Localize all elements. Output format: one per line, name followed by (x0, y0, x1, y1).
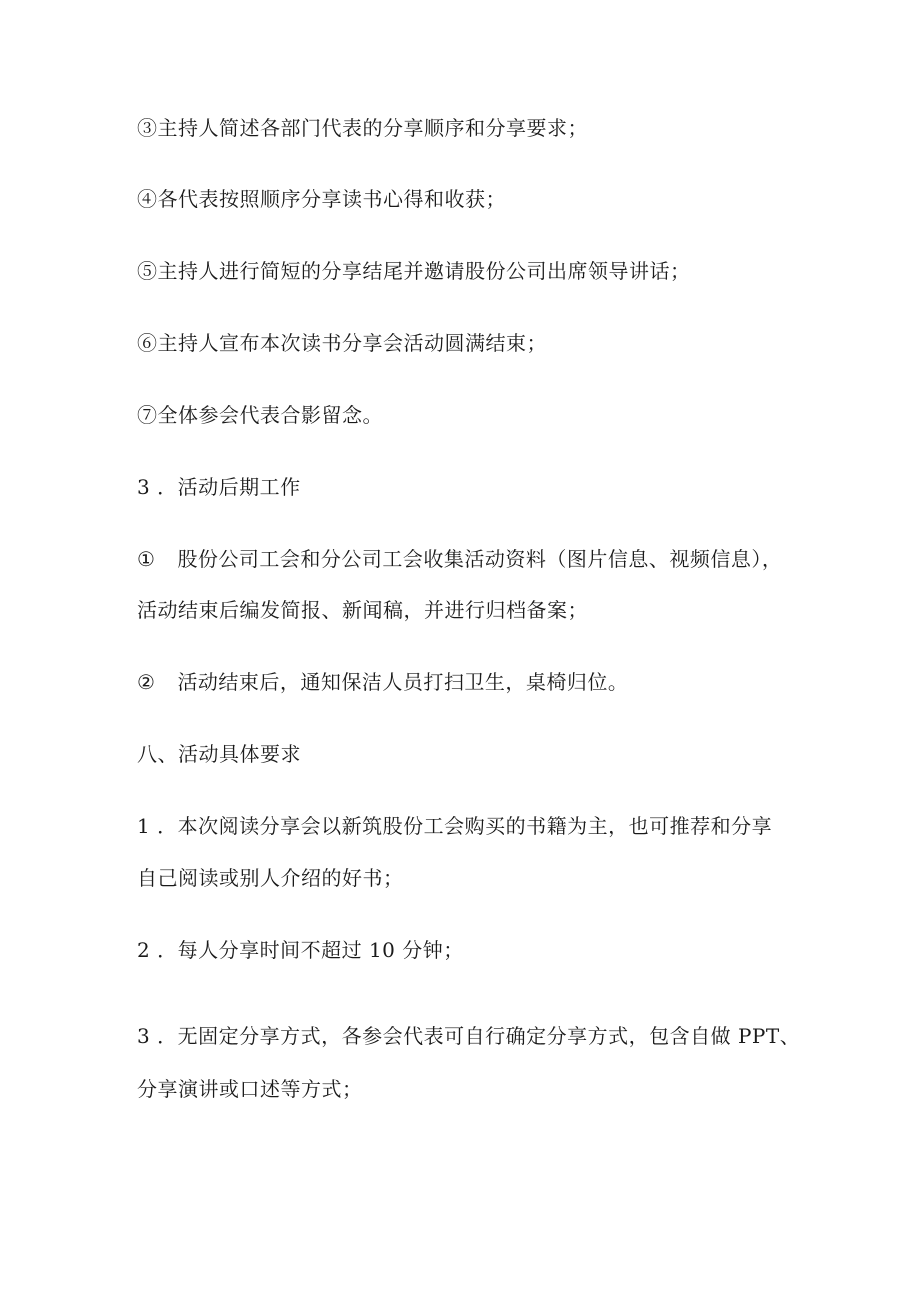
post-item-2 (137, 670, 628, 694)
post-item-1 (137, 547, 782, 571)
step-7-text: ⑦全体参会代表合影留念。 (137, 403, 383, 427)
step-6-text: ⑥主持人宣布本次读书分享会活动圆满结束； (137, 331, 547, 355)
requirement-3: 3 ．无固定分享方式，各参会代表可自行确定分享方式，包含自做 PPT、 (137, 1024, 801, 1048)
post-item-1-marker: ① (137, 547, 156, 571)
post-item-2-text: 活动结束后，通知保洁人员打扫卫生，桌椅归位。 (177, 670, 629, 694)
post-item-2-marker: ② (137, 670, 156, 694)
requirement-3-continuation: 分享演讲或口述等方式； (137, 1077, 363, 1101)
requirement-2: 2 ．每人分享时间不超过 10 分钟； (137, 938, 464, 962)
section-eight-heading: 八、活动具体要求 (137, 742, 301, 766)
step-3-text: ③主持人简述各部门代表的分享顺序和分享要求； (137, 116, 588, 140)
step-4-text: ④各代表按照顺序分享读书心得和收获； (137, 187, 506, 211)
post-item-1-text: 股份公司工会和分公司工会收集活动资料（图片信息、视频信息）， (177, 547, 783, 571)
post-item-1-continuation: 活动结束后编发简报、新闻稿，并进行归档备案； (137, 598, 588, 622)
requirement-1-continuation: 自己阅读或别人介绍的好书； (137, 866, 404, 890)
requirement-1: 1 ．本次阅读分享会以新筑股份工会购买的书籍为主，也可推荐和分享 (137, 814, 773, 838)
post-activity-heading: 3 ．活动后期工作 (137, 475, 301, 499)
step-5-text: ⑤主持人进行简短的分享结尾并邀请股份公司出席领导讲话； (137, 259, 691, 283)
